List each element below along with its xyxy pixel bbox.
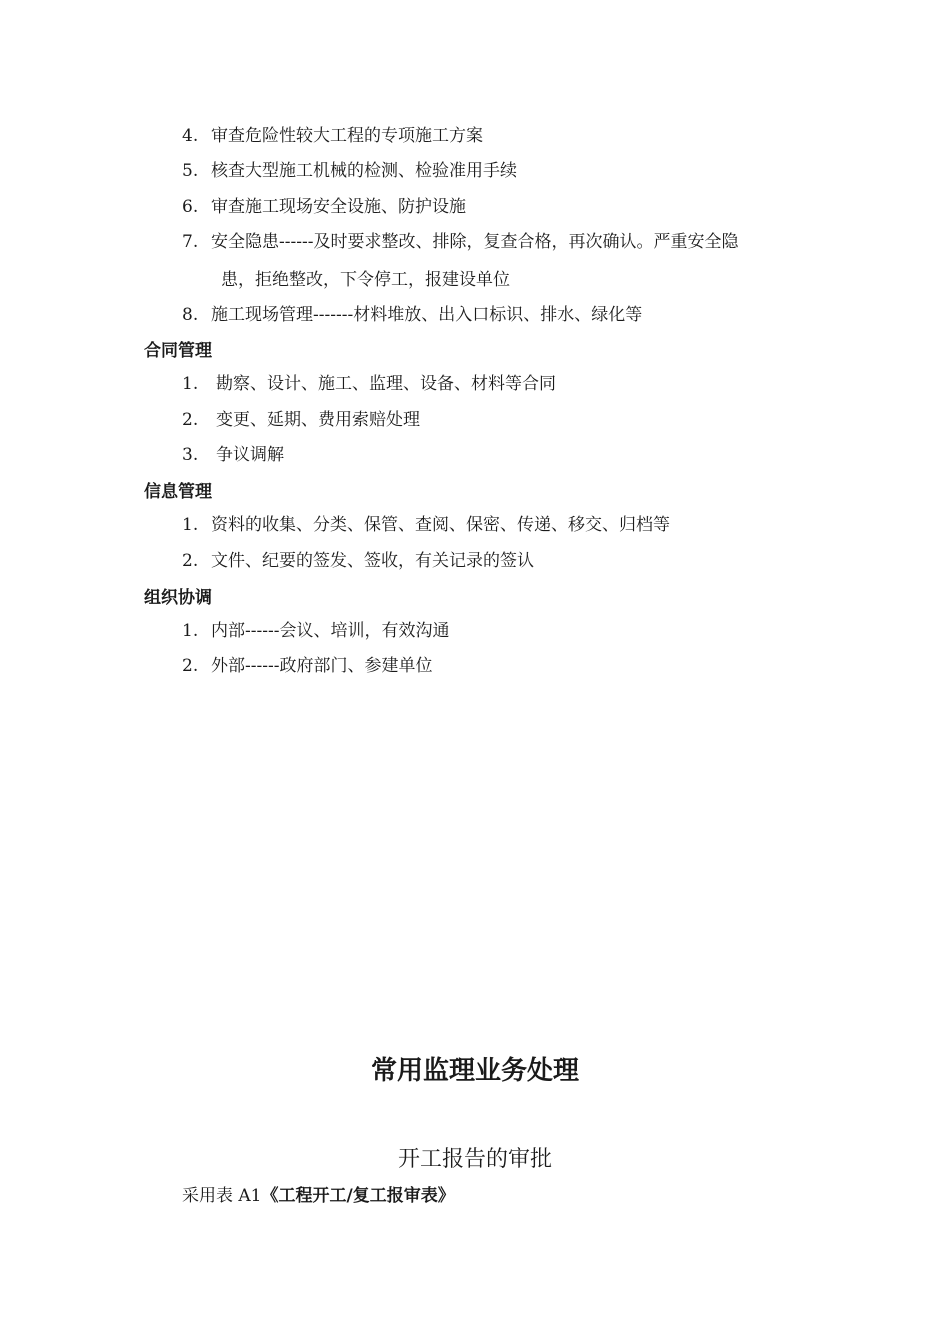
item-number: 1. [182, 515, 199, 535]
list-item [182, 304, 642, 326]
item-number: 2. [182, 410, 199, 430]
list-item [182, 160, 517, 182]
form-prefix: 采用表 A1 [182, 1186, 262, 1206]
item-number: 3. [182, 445, 199, 465]
item-text-continuation: 患，拒绝整改，下令停工，报建设单位 [221, 270, 510, 290]
item-text: 审查施工现场安全设施、防护设施 [211, 197, 466, 217]
section-heading-info: 信息管理 [144, 482, 212, 502]
item-number: 6. [182, 197, 199, 217]
section-subtitle: 开工报告的审批 [397, 1147, 552, 1172]
item-text: 安全隐患------及时要求整改、排除，复查合格，再次确认。严重安全隐 [211, 232, 739, 252]
item-text: 外部------政府部门、参建单位 [211, 656, 433, 676]
item-text: 施工现场管理-------材料堆放、出入口标识、排水、绿化等 [211, 305, 643, 325]
list-item [182, 514, 670, 536]
item-number: 5. [182, 161, 199, 181]
list-item [182, 409, 420, 431]
item-number: 2. [182, 551, 199, 571]
item-text: 文件、纪要的签发、签收，有关记录的签认 [211, 551, 534, 571]
list-item [182, 196, 466, 218]
form-name: 《工程开工/复工报审表》 [261, 1186, 455, 1206]
item-text: 勘察、设计、施工、监理、设备、材料等合同 [216, 374, 556, 394]
section-heading-coordination: 组织协调 [144, 588, 212, 608]
list-item [182, 125, 483, 147]
list-item [182, 550, 534, 572]
list-item [182, 655, 432, 677]
form-reference [182, 1185, 455, 1207]
item-text: 争议调解 [216, 445, 284, 465]
item-number: 1. [182, 374, 199, 394]
item-number: 1. [182, 621, 199, 641]
item-text: 审查危险性较大工程的专项施工方案 [211, 126, 483, 146]
item-number: 8. [182, 305, 199, 325]
page-title: 常用监理业务处理 [370, 1056, 579, 1086]
list-item [182, 620, 449, 642]
section-heading-contract: 合同管理 [144, 341, 212, 361]
list-item [182, 373, 556, 395]
list-item [182, 231, 738, 253]
item-text: 核查大型施工机械的检测、检验准用手续 [211, 161, 517, 181]
item-number: 2. [182, 656, 199, 676]
item-text: 变更、延期、费用索赔处理 [216, 410, 420, 430]
item-number: 7. [182, 232, 199, 252]
item-number: 4. [182, 126, 199, 146]
item-text: 资料的收集、分类、保管、查阅、保密、传递、移交、归档等 [211, 515, 670, 535]
item-text: 内部------会议、培训，有效沟通 [211, 621, 450, 641]
list-item [182, 444, 284, 466]
